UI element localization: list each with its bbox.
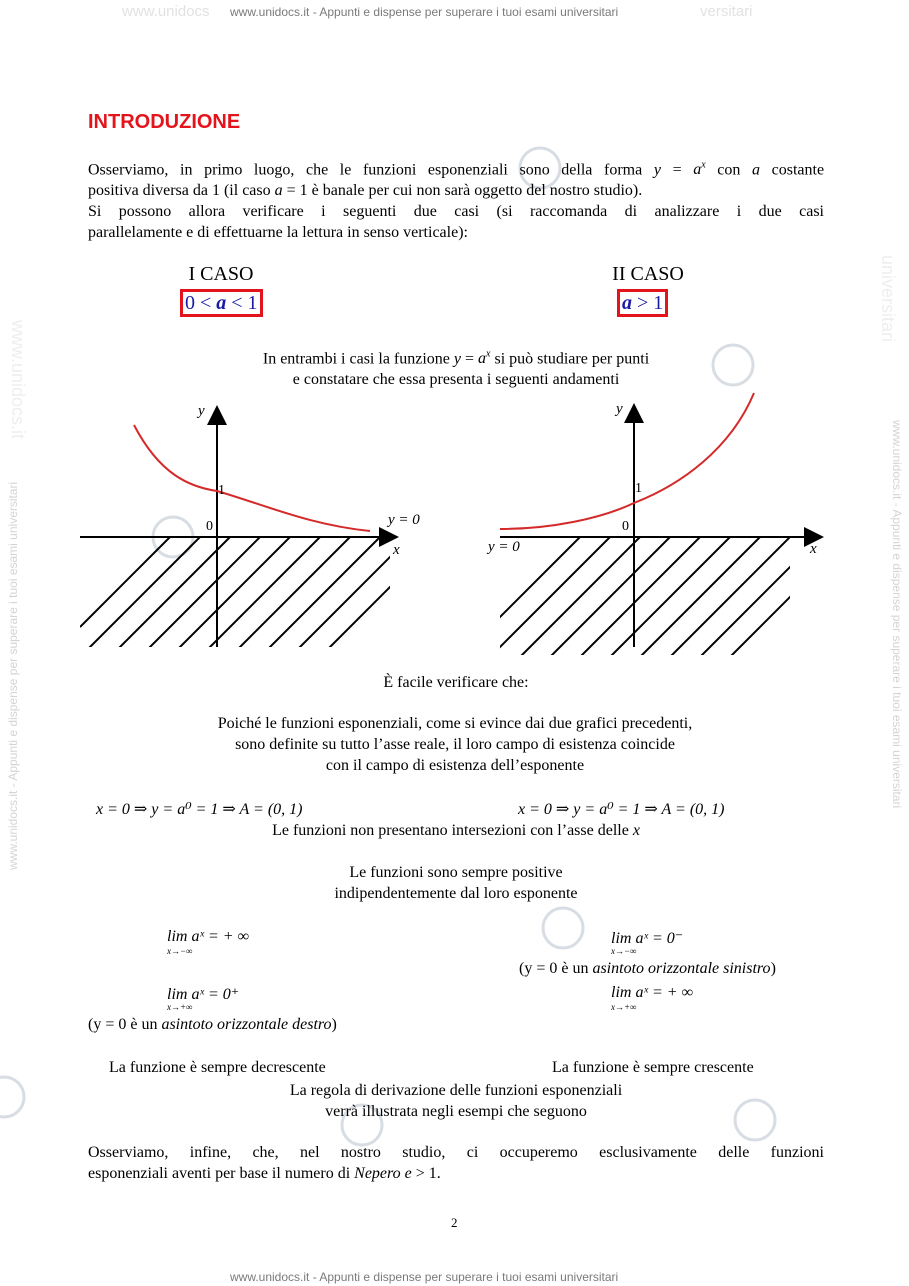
side-watermark-right: www.unidocs.it - Appunti e dispense per superare i tuoi esami universitari <box>890 420 904 809</box>
monotonic-right: La funzione è sempre crescente <box>552 1059 754 1076</box>
derivative-line-2: verrà illustrata negli esempi che seguono <box>325 1103 587 1120</box>
intercept-label: 1 <box>218 483 225 498</box>
curve-increasing <box>500 393 754 529</box>
asymptote-note-right: (y = 0 è un asintoto orizzontale destro) <box>88 1016 337 1033</box>
limit-right-1: lim aˣ = 0⁻ x→−∞ <box>611 930 684 956</box>
watermark-logo-icon <box>543 908 583 948</box>
x-axis-label: x <box>810 541 817 557</box>
case2-condition: a > 1 <box>617 289 668 317</box>
origin-label: 0 <box>622 519 629 534</box>
case1-condition: 0 < a < 1 <box>180 289 263 317</box>
watermark-header: www.unidocs.it - Appunti e dispense per superare i tuoi esami universitari <box>230 5 619 19</box>
page-heading: INTRODUZIONE <box>88 111 241 133</box>
case2-title: II CASO <box>612 263 684 285</box>
y-axis-label: y <box>198 403 205 419</box>
side-watermark-left: www.unidocs.it - Appunti e dispense per superare i tuoi esami universitari <box>6 481 20 870</box>
x-axis-label: x <box>393 542 400 558</box>
asymptote-label: y = 0 <box>488 539 520 555</box>
graph-decreasing <box>60 395 440 655</box>
closing-line-1: Osserviamo, infine, che, nel nostro studio, ci occuperemo esclusivamente delle funzioni <box>88 1144 824 1161</box>
curve-decreasing <box>134 425 370 531</box>
intersection-right: x = 0 ⇒ y = a⁰ = 1 ⇒ A = (0, 1) <box>518 801 725 818</box>
domain-line-3: con il campo di esistenza dell’esponente <box>325 757 585 774</box>
case1-title: I CASO <box>188 263 254 285</box>
side-watermark-left-big: www.unidocs.it <box>8 320 28 440</box>
limit-left-2: lim aˣ = 0⁺ x→+∞ <box>167 986 240 1012</box>
asymptote-label: y = 0 <box>388 512 420 528</box>
watermark-faint-left: www.unidocs <box>122 3 210 20</box>
intercept-label: 1 <box>635 481 642 496</box>
positive-line-1: Le funzioni sono sempre positive <box>349 864 563 881</box>
intro-line-3: Si possono allora verificare i seguenti due casi (si raccomanda di analizzare i due casi <box>88 203 824 221</box>
intersection-note: Le funzioni non presentano intersezioni con l’asse delle x <box>272 822 640 839</box>
domain-line-2: sono definite su tutto l’asse reale, il loro campo di esistenza coincide <box>235 736 675 753</box>
easy-verify: È facile verificare che: <box>383 674 529 691</box>
intro-paragraph <box>88 155 824 243</box>
monotonic-left: La funzione è sempre decrescente <box>109 1059 326 1076</box>
intro-line-2: positiva diversa da 1 (il caso a = 1 è banale per cui non sarà oggetto del nostro studio). <box>88 182 643 200</box>
origin-label: 0 <box>206 519 213 534</box>
watermark-footer: www.unidocs.it - Appunti e dispense per superare i tuoi esami universitari <box>230 1270 619 1284</box>
closing-paragraph <box>88 1142 824 1184</box>
watermark-logo-icon <box>0 1077 24 1117</box>
positive-text <box>150 862 762 904</box>
limit-left-1: lim aˣ = + ∞ x→−∞ <box>167 928 249 956</box>
intro-line-1: Osserviamo, in primo luogo, che le funzioni esponenziali sono della forma $y = a^x$ con a costante <box>88 160 825 179</box>
derivative-note <box>150 1080 762 1122</box>
y-axis-label: y <box>616 401 623 417</box>
both-cases-line-2: e constatare che essa presenta i seguenti andamenti <box>292 371 620 389</box>
domain-line-1: Poiché le funzioni esponenziali, come si evince dai due grafici precedenti, <box>217 715 693 732</box>
derivative-line-1: La regola di derivazione delle funzioni esponenziali <box>289 1082 623 1099</box>
watermark-faint-right: versitari <box>700 3 753 20</box>
graph-increasing <box>470 385 850 655</box>
domain-text <box>100 713 810 776</box>
page-number: 2 <box>451 1215 458 1230</box>
limit-right-2: lim aˣ = + ∞ x→+∞ <box>611 984 693 1012</box>
side-watermark-right-big: universitari <box>878 255 898 343</box>
both-cases-line-1: In entrambi i casi la funzione $y = a^x$ si può studiare per punti <box>262 349 650 368</box>
positive-line-2: indipendentemente dal loro esponente <box>334 885 578 902</box>
asymptote-note-left: (y = 0 è un asintoto orizzontale sinistro) <box>519 960 776 977</box>
both-cases-text <box>150 344 762 390</box>
intersection-left: x = 0 ⇒ y = a⁰ = 1 ⇒ A = (0, 1) <box>96 801 303 818</box>
closing-line-2: esponenziali aventi per base il numero di Nepero e > 1. <box>88 1165 441 1182</box>
intro-line-4: parallelamente e di effettuarne la lettura in senso verticale): <box>88 224 468 242</box>
